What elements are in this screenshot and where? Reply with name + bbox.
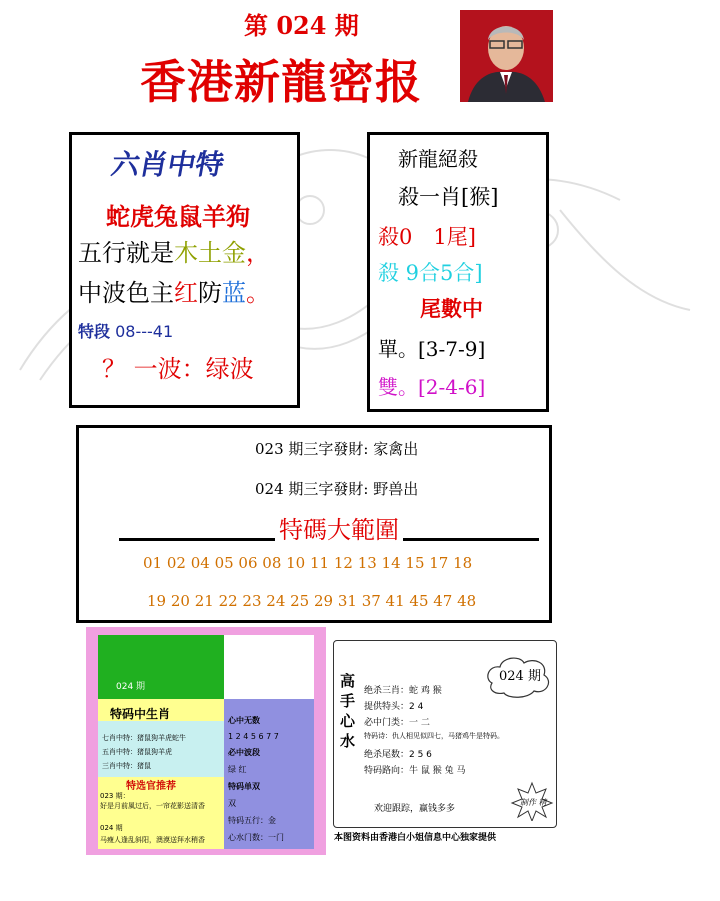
special-label: 特段: [78, 322, 111, 341]
expert-tips-card: [333, 640, 557, 828]
wave-line: ？ 一波：绿波: [102, 355, 254, 383]
odd-tails: 單。[3-7-9]: [378, 337, 486, 361]
special-segment: [78, 319, 173, 342]
kill-he: 殺 9合5合]: [378, 261, 483, 285]
side-item-3: 必中波段: [228, 748, 260, 757]
verse-024-issue: 024 期: [100, 824, 123, 832]
tip-line-6: 特码路向：牛 鼠 猴 兔 马: [364, 766, 466, 776]
side-item-7: 特码五行：金: [228, 816, 276, 825]
six-zodiac-heading: 六肖中特: [108, 148, 227, 181]
card-issue: 024 期: [116, 682, 146, 692]
side-item-8: 心水门数：一门: [228, 833, 284, 842]
zodiac-list: 蛇虎兔鼠羊狗: [106, 202, 250, 231]
side-item-1: 心中无数: [228, 716, 260, 725]
zodiac-row-3: 三肖中特：猪鼠: [102, 762, 151, 770]
side-item-4: 绿 红: [228, 765, 247, 774]
zodiac-row-2: 五肖中特：猪鼠狗羊虎: [102, 748, 172, 756]
card-right-column: [224, 699, 314, 849]
color-mid: 防: [198, 279, 222, 307]
numbers-row-2: 19 20 21 22 23 24 25 29 31 37 41 45 47 48: [147, 592, 477, 610]
special-value: 08---41: [115, 322, 174, 341]
tip-line-4: 特码诗：仇人相见似四七，马猪鸡牛是特码。: [364, 732, 504, 740]
issue-cloud-text: 024 期: [499, 669, 541, 684]
page-title: 香港新龍密报: [140, 55, 422, 109]
even-tails: 雙。[2-4-6]: [378, 375, 486, 399]
tip-footer: 欢迎跟踪，赢钱多多: [374, 804, 456, 814]
section-recommend-heading: 特选官推荐: [126, 781, 176, 792]
tail-heading: 尾數中: [420, 296, 483, 321]
wuxing-line: [78, 233, 270, 268]
verse-023-issue: 023 期：: [100, 792, 130, 800]
special-range-panel: [76, 425, 552, 623]
wuxing-prefix: 五行就是: [78, 239, 174, 267]
kill-panel: [367, 132, 549, 412]
credit-line: 本图资料由香港白小姐信息中心独家提供: [334, 833, 497, 843]
side-item-2: 1 2 4 5 6 7 7: [228, 732, 279, 741]
kill-heading: 新龍絕殺: [398, 147, 478, 171]
color-suffix: 。: [246, 279, 270, 307]
numbers-row-1: 01 02 04 05 06 08 10 11 12 13 14 15 17 18: [143, 554, 473, 572]
kill-tail: 殺0 1尾]: [378, 225, 476, 249]
verse-024: 马瘦人逢乱斜阳，澳漠送拜水稍香: [100, 836, 205, 844]
color-line: [78, 273, 270, 308]
issue-024-hint: 024 期三字發財: 野兽出: [255, 480, 419, 498]
card-blank: [224, 635, 314, 699]
issue-number: 第 024 期: [244, 11, 359, 40]
color-prefix: 中波色主: [78, 279, 174, 307]
issue-023-hint: 023 期三字發財: 家禽出: [255, 440, 419, 458]
wuxing-value: 木土金: [174, 239, 246, 267]
verse-023: 好是月前風过后，一帘花影送清香: [100, 802, 205, 810]
side-item-5: 特码单双: [228, 782, 260, 791]
tip-line-1: 绝杀三肖：蛇 鸡 猴: [364, 686, 442, 696]
color-main: 红: [174, 279, 198, 307]
zodiac-row-1: 七肖中特：猪鼠狗羊虎蛇牛: [102, 734, 186, 742]
presenter-photo: [460, 10, 553, 102]
section-zodiac-heading: 特码中生肖: [110, 707, 171, 721]
stamp-text: 制作 精: [520, 798, 547, 807]
wuxing-suffix: ，: [246, 239, 270, 267]
range-title: 特碼大範圍: [275, 510, 403, 545]
kill-zodiac: 殺一肖[猴]: [398, 185, 499, 209]
expert-title: 高手心水: [340, 672, 356, 750]
tip-line-5: 绝杀尾数：2 5 6: [364, 750, 432, 760]
zodiac-recommend-card: [86, 627, 326, 855]
zodiac-rows: [98, 721, 224, 777]
side-item-6: 双: [228, 799, 236, 808]
six-zodiac-panel: [69, 132, 300, 408]
color-alt: 蓝: [222, 279, 246, 307]
tip-line-3: 必中门类：一 二: [364, 718, 430, 728]
tip-line-2: 提供特头：2 4: [364, 702, 424, 712]
